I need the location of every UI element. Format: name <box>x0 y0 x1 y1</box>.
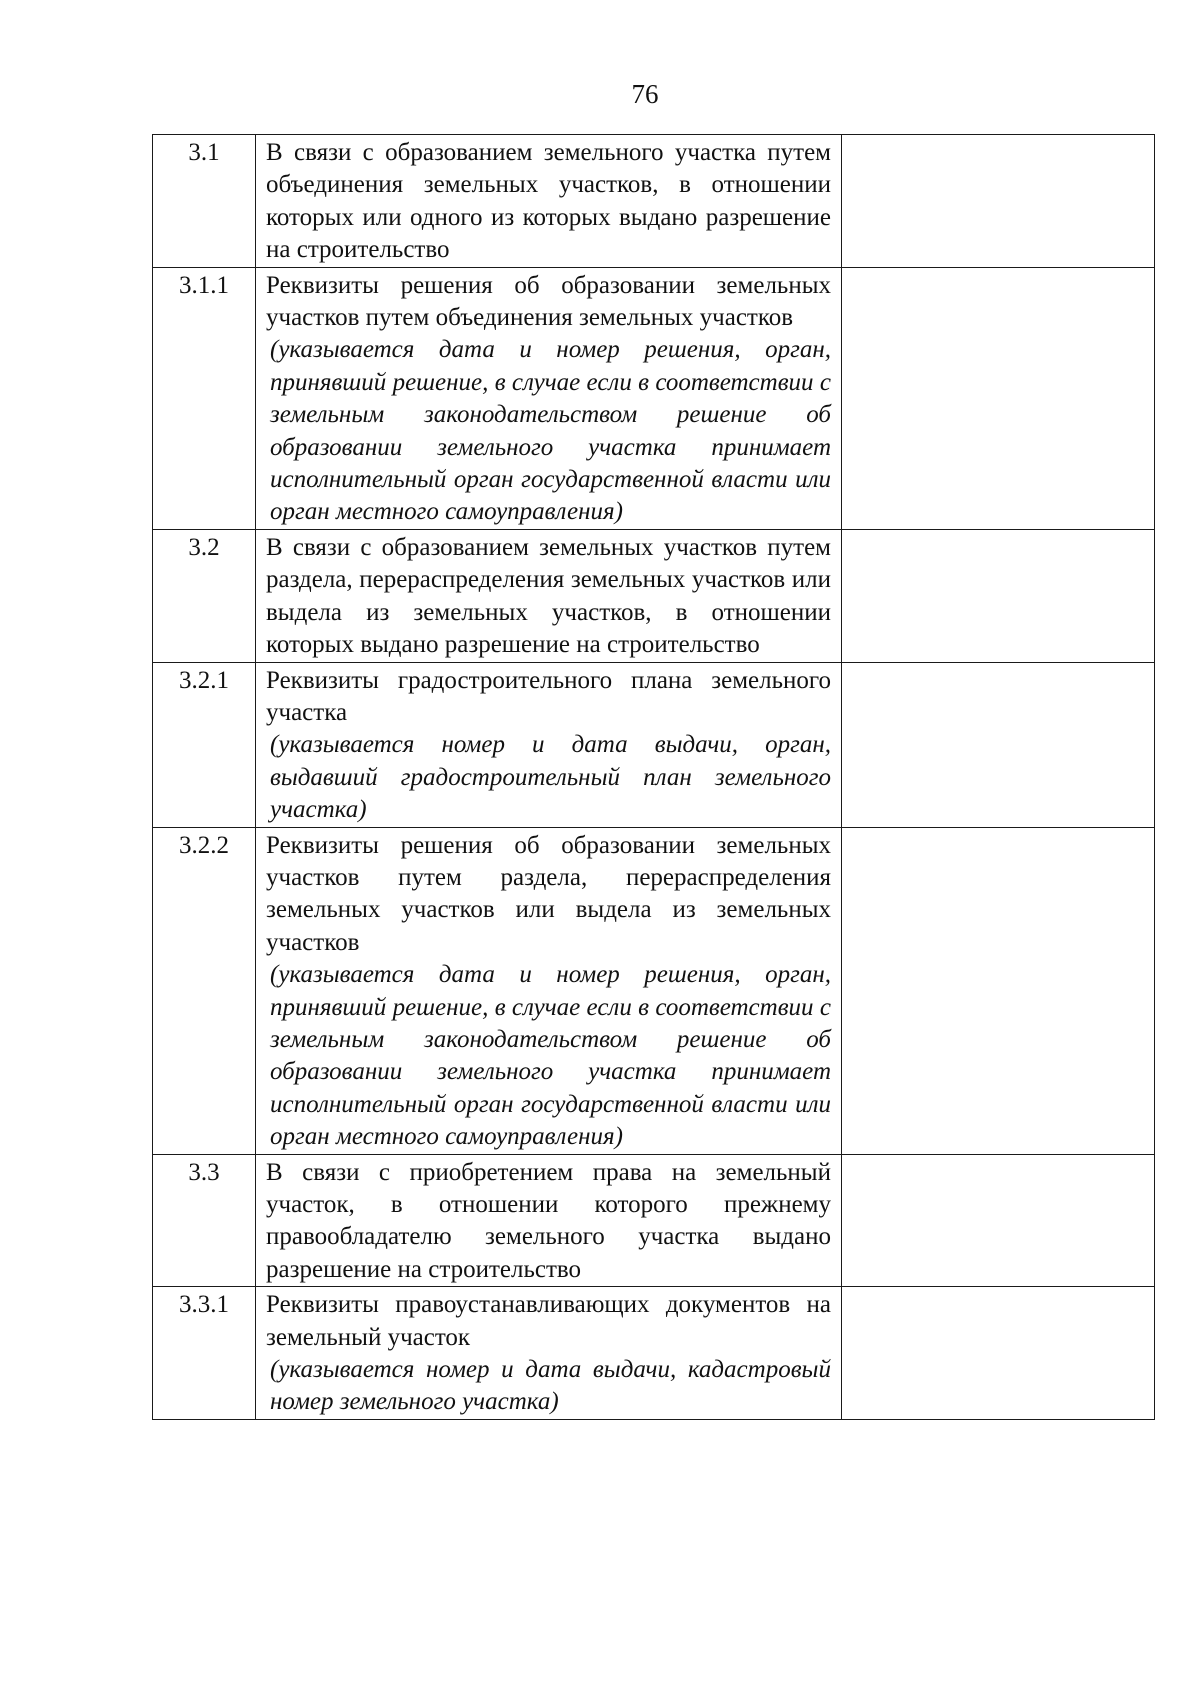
row-description-cell <box>256 662 842 827</box>
row-number-cell: 3.3 <box>153 1154 256 1287</box>
row-description-text: Реквизиты правоустанавливающих документов на земельный участок <box>266 1291 831 1351</box>
table-row <box>153 267 1155 529</box>
row-description-cell <box>256 267 842 529</box>
row-value-cell[interactable] <box>842 1287 1155 1420</box>
row-description-cell <box>256 827 842 1154</box>
table-row <box>153 1287 1155 1420</box>
document-table <box>152 134 1155 1420</box>
row-description-text: Реквизиты решения об образовании земельных участков путем раздела, перераспределения земельных участков или выдела из земельных участков <box>266 831 831 956</box>
row-description-text: Реквизиты решения об образовании земельных участков путем объединения земельных участков <box>266 271 831 332</box>
row-value-cell[interactable] <box>842 827 1155 1154</box>
row-description-text: В связи с образованием земельного участка путем объединения земельных участков, в отношении которых или одного из которых выдано разрешение на строительство <box>266 139 831 264</box>
row-number-cell: 3.2.1 <box>153 662 256 827</box>
row-hint-text: (указывается дата и номер решения, орган, принявший решение, в случае если в соответствии с земельным законодательством решение об образовании земельного участка принимает исполнительный орган государственной власти или орган местного самоуправления) <box>270 336 831 526</box>
row-description-text: В связи с приобретением права на земельный участок, в отношении которого прежнему правообладателю земельного участка выдано разрешение на строительство <box>266 1158 831 1283</box>
row-number-cell: 3.2 <box>153 529 256 662</box>
page-number: 76 <box>631 79 659 109</box>
row-value-cell[interactable] <box>842 662 1155 827</box>
row-value-cell[interactable] <box>842 529 1155 662</box>
table-row <box>153 529 1155 662</box>
row-number-cell: 3.2.2 <box>153 827 256 1154</box>
row-description-cell <box>256 529 842 662</box>
row-description-text: Реквизиты градостроительного плана земельного участка <box>266 666 831 726</box>
row-value-cell[interactable] <box>842 267 1155 529</box>
row-description-cell <box>256 1287 842 1420</box>
table-row <box>153 1154 1155 1287</box>
row-number-cell: 3.1 <box>153 135 256 268</box>
row-description-text: В связи с образованием земельных участков путем раздела, перераспределения земельных участков или выдела из земельных участков, в отношении которых выдано разрешение на строительство <box>266 533 831 659</box>
table-body <box>153 135 1155 1420</box>
row-number-cell: 3.3.1 <box>153 1287 256 1420</box>
table-row <box>153 662 1155 827</box>
row-value-cell[interactable] <box>842 135 1155 268</box>
row-number-cell: 3.1.1 <box>153 267 256 529</box>
row-description-cell <box>256 135 842 268</box>
table-row <box>153 827 1155 1154</box>
row-hint-text: (указывается номер и дата выдачи, кадастровый номер земельного участка) <box>270 1356 831 1416</box>
row-hint-text: (указывается номер и дата выдачи, орган, выдавший градостроительный план земельного участка) <box>270 731 831 824</box>
row-description-cell <box>256 1154 842 1287</box>
table-row <box>153 135 1155 268</box>
row-hint-text: (указывается дата и номер решения, орган, принявший решение, в случае если в соответствии с земельным законодательством решение об образовании земельного участка принимает исполнительный орган государственной власти или орган местного самоуправления) <box>270 961 831 1151</box>
row-value-cell[interactable] <box>842 1154 1155 1287</box>
